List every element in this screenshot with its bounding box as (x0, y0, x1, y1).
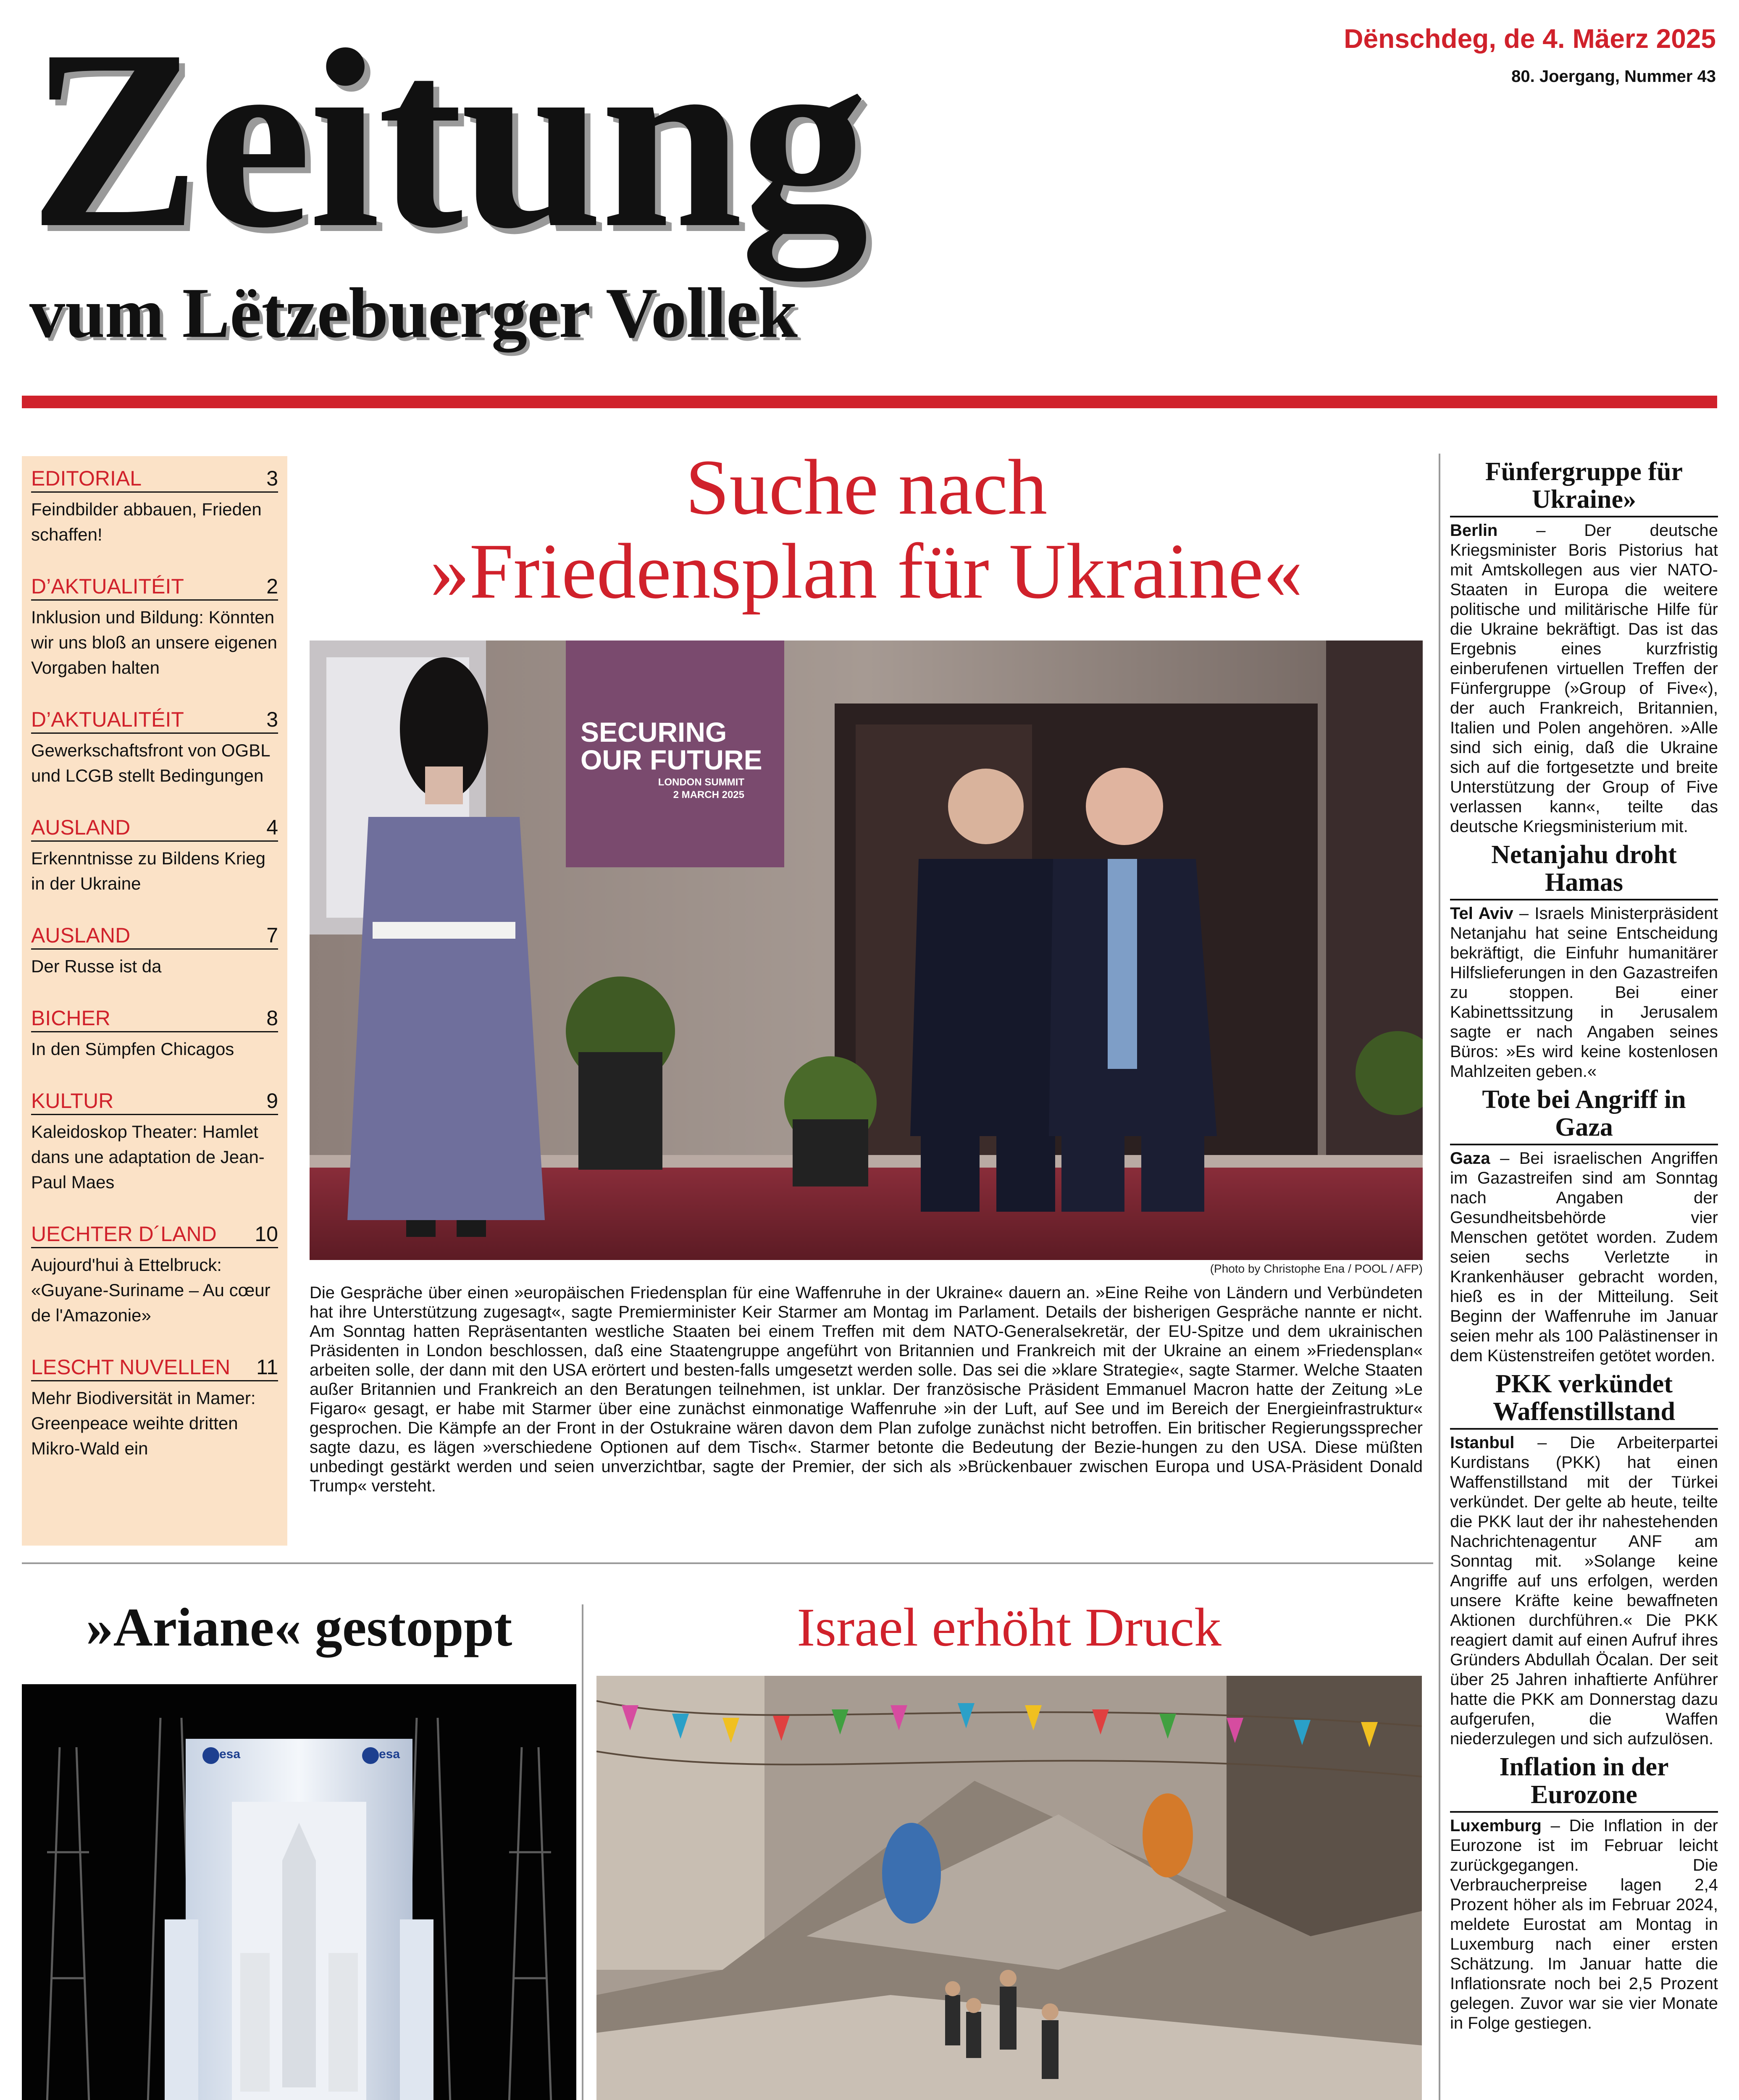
news-brief[interactable] (1450, 1753, 1718, 2033)
brief-headline: Inflation in der Eurozone (1499, 1753, 1669, 1809)
index-teaser: Gewerkschaftsfront von OGBL und LCGB stellt Bedingungen (31, 740, 270, 785)
esa-logo-right: esa (379, 1747, 400, 1761)
index-item[interactable] (31, 1088, 278, 1195)
brief-dateline: Luxemburg (1450, 1816, 1542, 1835)
brief-headline: Fünfergruppe für Ukraine» (1485, 457, 1683, 514)
brief-dateline: Berlin (1450, 521, 1498, 540)
brief-body: Berlin – Der deutsche Kriegsminister Boris Pistorius hat mit Amtskollegen aus vier NATO-Staaten in Europa die weitere politische und militärische Hilfe für die Ukraine bekräftigt. Das ist das Ergebnis eines kurzfristig einberufenen virtuellen Treffen der Fünfergruppe (»Group of Five«), der auch Frankreich, Britannien, Italien und Polen angehören. »Alle sind sich einig, daß die Ukraine sich auf die fortgesetzte und breite Unterstützung der Group of Five verlassen kann«, teilte das deutsche Kriegsministerium mit. (1450, 521, 1718, 836)
index-section: D’AKTUALITÉIT (31, 575, 184, 598)
index-teaser: Feindbilder abbauen, Frieden schaffen! (31, 499, 262, 544)
index-section: KULTUR (31, 1089, 114, 1113)
news-brief[interactable] (1450, 841, 1718, 1082)
issue-date: Dënschdeg, de 4. Mäerz 2025 (1344, 24, 1716, 54)
ariane-headline[interactable]: »Ariane« gestoppt (86, 1597, 512, 1658)
index-item[interactable] (31, 814, 278, 896)
israel-headline[interactable]: Israel erhöht Druck (797, 1597, 1222, 1658)
column-divider-right (1439, 454, 1440, 2100)
gaza-rubble-illustration (596, 1676, 1422, 2100)
brief-body: Istanbul – Die Arbeiterpartei Kurdistans (PKK) hat einen Waffenstillstand mit der Türkei verkündet. Der gelte ab heute, teilte die PKK laut der ihr nahestehenden Nachrichtenagentur ANF am Sonntag mit. »Solange keine Angriffe auf uns erfolgen, werden unsere Kräfte keine bewaffneten Aktionen durchführen.« Die PKK reagiert damit auf einen Aufruf ihres Gründers Abdullah Öcalan. Der seit über 25 Jahren inhaftierte Anführer hatte die PKK am Donnerstag dazu aufgerufen, die Waffen niederzulegen und sich aufzulösen. (1450, 1433, 1718, 1748)
brief-rule (1450, 1811, 1718, 1813)
esa-logo-left: esa (219, 1747, 241, 1761)
index-item[interactable] (31, 1221, 278, 1328)
launch-tower-illustration (22, 1684, 576, 2100)
news-brief[interactable] (1450, 1370, 1718, 1749)
index-teaser: Aujourd'hui à Ettelbruck: «Guyane-Suriname – Au cœur de l'Amazonie» (31, 1255, 271, 1325)
lead-headline-line2: »Friedensplan für Ukraine« (430, 527, 1303, 615)
brief-body: Gaza – Bei israelischen Angriffen im Gazastreifen sind am Sonntag nach Angaben der Gesundheitsbehörde vier Menschen getötet worden. Zudem seien sechs Verletzte in Krankenhäuser gebracht worden, hieß es in der Mitteilung. Seit Beginn der Waffenruhe im Januar seien mehr als 100 Palästinenser in dem Küstenstreifen getötet worden. (1450, 1149, 1718, 1365)
index-box (22, 456, 287, 1546)
brief-rule (1450, 1428, 1718, 1430)
israel-photo[interactable] (596, 1676, 1422, 2100)
index-teaser: Kaleidoskop Theater: Hamlet dans une adaptation de Jean-Paul Maes (31, 1122, 265, 1192)
brief-body: Tel Aviv – Israels Ministerpräsident Netanjahu hat seine Entscheidung bekräftigt, die Einfuhr humanitärer Hilfslieferungen in den Gazastreifen zu stoppen. Bei einer Kabinettssitzung in Jerusalem sagte er nach Angaben seines Büros: »Es wird keine kostenlosen Mahlzeiten geben.« (1450, 904, 1718, 1081)
masthead-subtitle: vum Lëtzebuerger Vollek (29, 273, 798, 352)
brief-text: Der deutsche Kriegsminister Boris Pistorius hat mit Amtskollegen aus vier NATO-Staaten in Europa die weitere politische und militärische Hilfe für die Ukraine bekräftigt. Das ist das Ergebnis eines kurzfristig einberufenen virtuellen Treffen der Fünfergruppe (»Group of Five«), der auch Frankreich, Britannien, Italien und Polen angehören. »Alle sind sich einig, daß die Ukraine sich auf die fortgesetzte und breite Unterstützung der Group of Five verlassen kann«, teilte das deutsche Kriegsministerium mit. (1450, 521, 1718, 836)
ariane-photo[interactable] (22, 1684, 576, 2100)
brief-text: Die Inflation in der Eurozone ist im Februar leicht zurückgegangen. Die Verbraucherpreise lagen 2,4 Prozent höher als im Februar 2024, meldete Eurostat am Montag in Luxemburg nach einer ersten Schätzung. Im Januar hatte die Inflationsrate noch bei 2,5 Prozent gelegen. Zuvor war sie vier Monate in Folge gestiegen. (1450, 1816, 1718, 2032)
summit-banner-text: SECURING OUR FUTURE LONDON SUMMIT 2 MARCH 2025 (581, 717, 762, 801)
index-page-number: 7 (266, 924, 278, 947)
lead-photo-figures (310, 640, 1423, 1260)
brief-headline: Tote bei Angriff in Gaza (1482, 1085, 1686, 1142)
brief-rule (1450, 516, 1718, 517)
lead-headline-line1: Suche nach (685, 443, 1048, 531)
index-teaser: Erkenntnisse zu Bildens Krieg in der Ukraine (31, 848, 265, 893)
brief-headline: PKK verkündet Waffenstillstand (1492, 1370, 1676, 1426)
index-page-number: 2 (266, 575, 278, 598)
lead-photo-credit: (Photo by Christophe Ena / POOL / AFP) (1210, 1262, 1423, 1275)
column-divider (582, 1604, 583, 2100)
index-item[interactable] (31, 465, 278, 547)
brief-text: Bei israelischen Angriffen im Gazastreifen sind am Sonntag nach Angaben der Gesundheitsbehörde vier Menschen getötet worden. Zudem seien sechs Verletzte in Krankenhäuser gebracht worden, hieß es in der Mitteilung. Seit Beginn der Waffenruhe im Januar seien mehr als 100 Palästinenser in dem Küstenstreifen getötet worden. (1450, 1149, 1718, 1365)
index-page-number: 8 (266, 1006, 278, 1030)
index-page-number: 9 (266, 1089, 278, 1113)
brief-body: Luxemburg – Die Inflation in der Eurozone ist im Februar leicht zurückgegangen. Die Verbraucherpreise lagen 2,4 Prozent höher als im Februar 2024, meldete Eurostat am Montag in Luxemburg nach einer ersten Schätzung. Im Januar hatte die Inflationsrate noch bei 2,5 Prozent gelegen. Zuvor war sie vier Monate in Folge gestiegen. (1450, 1816, 1718, 2032)
masthead-rule (22, 396, 1717, 408)
lead-photo[interactable] (310, 640, 1423, 1260)
index-page-number: 10 (255, 1222, 278, 1246)
index-section: D’AKTUALITÉIT (31, 708, 184, 731)
section-divider (22, 1562, 1433, 1564)
index-teaser: Der Russe ist da (31, 956, 162, 976)
brief-dateline: Tel Aviv (1450, 904, 1513, 923)
index-section: LESCHT NUVELLEN (31, 1355, 231, 1379)
index-teaser: Mehr Biodiversität in Mamer: Greenpeace weihte dritten Mikro-Wald ein (31, 1388, 256, 1458)
index-section: UECHTER D´LAND (31, 1222, 217, 1246)
brief-text: Die Arbeiterpartei Kurdistans (PKK) hat einen Waffenstillstand mit der Türkei verkündet. Der gelte ab heute, teilte die PKK laut der ihr nahestehenden Nachrichtenagentur ANF am Sonntag mit. »Solange keine Angriffe auf uns erfolgen, werden unsere Kräfte keine bewaffneten Aktionen durchführen.« Die PKK reagiert damit auf einen Aufruf ihres Gründers Abdullah Öcalan. Der seit über 25 Jahren inhaftierte Anführer hatte die PKK am Donnerstag dazu aufgerufen, die Waffen niederzulegen und sich aufzulösen. (1450, 1433, 1718, 1748)
index-item[interactable] (31, 1354, 278, 1461)
index-teaser: In den Sümpfen Chicagos (31, 1039, 234, 1059)
news-brief[interactable] (1450, 1086, 1718, 1366)
index-page-number: 11 (256, 1355, 278, 1379)
index-item[interactable] (31, 573, 278, 680)
index-item[interactable] (31, 706, 278, 788)
brief-dateline: Istanbul (1450, 1433, 1515, 1452)
brief-rule (1450, 1144, 1718, 1145)
index-page-number: 3 (266, 467, 278, 490)
masthead-title: Zeitung (29, 0, 866, 281)
index-page-number: 4 (266, 816, 278, 839)
index-item[interactable] (31, 922, 278, 979)
index-section: AUSLAND (31, 816, 131, 839)
index-section: AUSLAND (31, 924, 131, 947)
news-brief[interactable] (1450, 458, 1718, 837)
brief-text: Israels Ministerpräsident Netanjahu hat seine Entscheidung bekräftigt, die Einfuhr humanitärer Hilfslieferungen in den Gazastreifen zu stoppen. Bei einer Kabinettssitzung in Jerusalem sagte er nach Angaben seines Büros: »Es wird keine kostenlosen Mahlzeiten geben.« (1450, 904, 1718, 1081)
brief-rule (1450, 899, 1718, 900)
index-section: BICHER (31, 1006, 110, 1030)
issue-number: 80. Joergang, Nummer 43 (1511, 67, 1716, 86)
lead-headline[interactable] (294, 445, 1439, 613)
brief-headline: Netanjahu droht Hamas (1491, 840, 1677, 897)
news-briefs-column (1450, 458, 1718, 2037)
lead-article-body: Die Gespräche über einen »europäischen Friedensplan für eine Waffenruhe in der Ukraine« dauern an. »Eine Reihe von Ländern und Verbündeten hat ihre Unterstützung zugesagt«, sagte Premierminister Keir Starmer am Montag im Parlament. Details der bisherigen Gespräche nannte er nicht. Am Sonntag hatten Repräsentanten westliche Staaten bei einem Treffen mit dem NATO-Generalsekretär, der EU-Spitze und dem ukrainischen Präsidenten in London beschlossen, daß eine Staatengruppe angeführt von Britannien und Frankreich mit der Ukraine an einem »Friedensplan« arbeiten solle, der dann mit den USA erörtert und besten-falls umgesetzt werden solle. Das sei die »klare Strategie«, sagte Starmer. Welche Staaten außer Britannien und Frankreich an den Beratungen teilnehmen, ist unklar. Der französische Präsident Emmanuel Macron hatte der Zeitung »Le Figaro« gesagt, er habe mit Starmer über eine zunächst einmonatige Waffenruhe »in der Luft, auf See und im Bereich der Energieinfrastruktur« gesprochen. Die Kämpfe an der Front in der Ostukraine wären davon dem Plan zufolge zunächst nicht betroffen. Ein britischer Regierungssprecher sagte dazu, es lägen »verschiedene Optionen auf dem Tisch«. Starmer betonte die Bedeutung der Bezie-hungen zu den USA. Diese müßten unbedingt gestärkt werden und seien unverzichtbar, sagte der Premier, der sich als »Brückenbauer zwischen Europa und USA-Präsident Donald Trump« versteht. (310, 1284, 1423, 1495)
index-teaser: Inklusion und Bildung: Könnten wir uns bloß an unsere eigenen Vorgaben halten (31, 607, 278, 677)
brief-dateline: Gaza (1450, 1149, 1490, 1168)
index-item[interactable] (31, 1005, 278, 1062)
index-section: EDITORIAL (31, 467, 142, 490)
index-page-number: 3 (266, 708, 278, 731)
